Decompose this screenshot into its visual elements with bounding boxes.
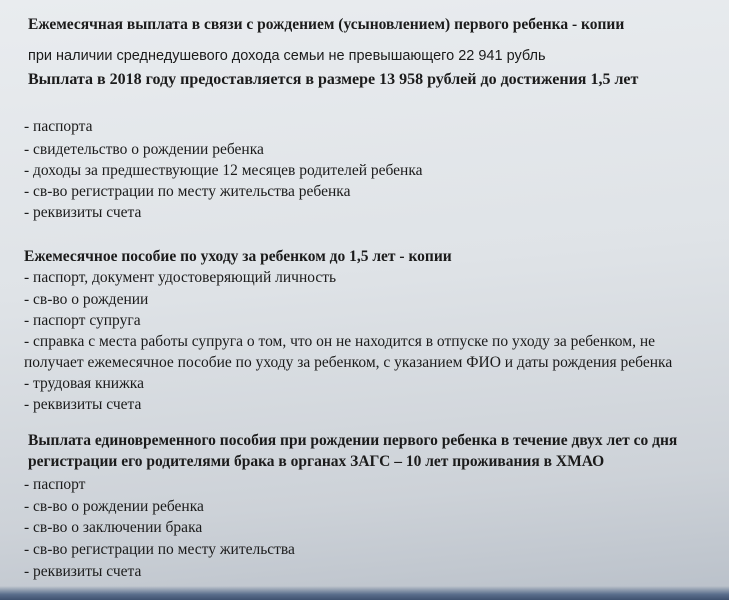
section2-item-4: - справка с места работы супруга о том, что он не находится в отпуске по уходу за ребенком, не xyxy=(24,333,655,350)
section2-item-1: - паспорт, документ удостоверяющий личность xyxy=(24,269,337,286)
section1-item-4: - св-во регистрации по месту жительства ребенка xyxy=(24,183,351,200)
section2-title: Ежемесячное пособие по уходу за ребенком до 1,5 лет - копии xyxy=(24,248,452,265)
section3-item-4: - св-во регистрации по месту жительства xyxy=(24,541,295,558)
section2-item-4-continued: получает ежемесячное пособие по уходу за ребенком, с указанием ФИО и даты рождения ребенка xyxy=(24,354,673,371)
section1-amount-line: Выплата в 2018 году предоставляется в размере 13 958 рублей до достижения 1,5 лет xyxy=(28,71,639,88)
section1-item-1: - паспорта xyxy=(24,118,93,135)
section2-item-2: - св-во о рождении xyxy=(24,291,149,308)
section1-income-condition: при наличии среднедушевого дохода семьи не превышающего 22 941 рубль xyxy=(28,48,546,64)
section3-item-5: - реквизиты счета xyxy=(24,563,142,580)
section3-item-2: - св-во о рождении ребенка xyxy=(24,498,204,515)
section1-item-3: - доходы за предшествующие 12 месяцев родителей ребенка xyxy=(24,162,423,179)
section2-item-5: - трудовая книжка xyxy=(24,375,144,392)
section3-item-1: - паспорт xyxy=(24,476,86,493)
section3-title-line1: Выплата единовременного пособия при рождении первого ребенка в течение двух лет со дня xyxy=(28,432,678,449)
section1-item-2: - свидетельство о рождении ребенка xyxy=(24,141,264,158)
section2-item-6: - реквизиты счета xyxy=(24,396,142,413)
section1-title: Ежемесячная выплата в связи с рождением (усыновлением) первого ребенка - копии xyxy=(28,16,625,33)
table-edge xyxy=(0,586,729,600)
section1-item-5: - реквизиты счета xyxy=(24,204,142,221)
section3-item-3: - св-во о заключении брака xyxy=(24,519,203,536)
section2-item-3: - паспорт супруга xyxy=(24,312,141,329)
section3-title-line2: регистрации его родителями брака в органах ЗАГС – 10 лет проживания в ХМАО xyxy=(28,453,605,470)
